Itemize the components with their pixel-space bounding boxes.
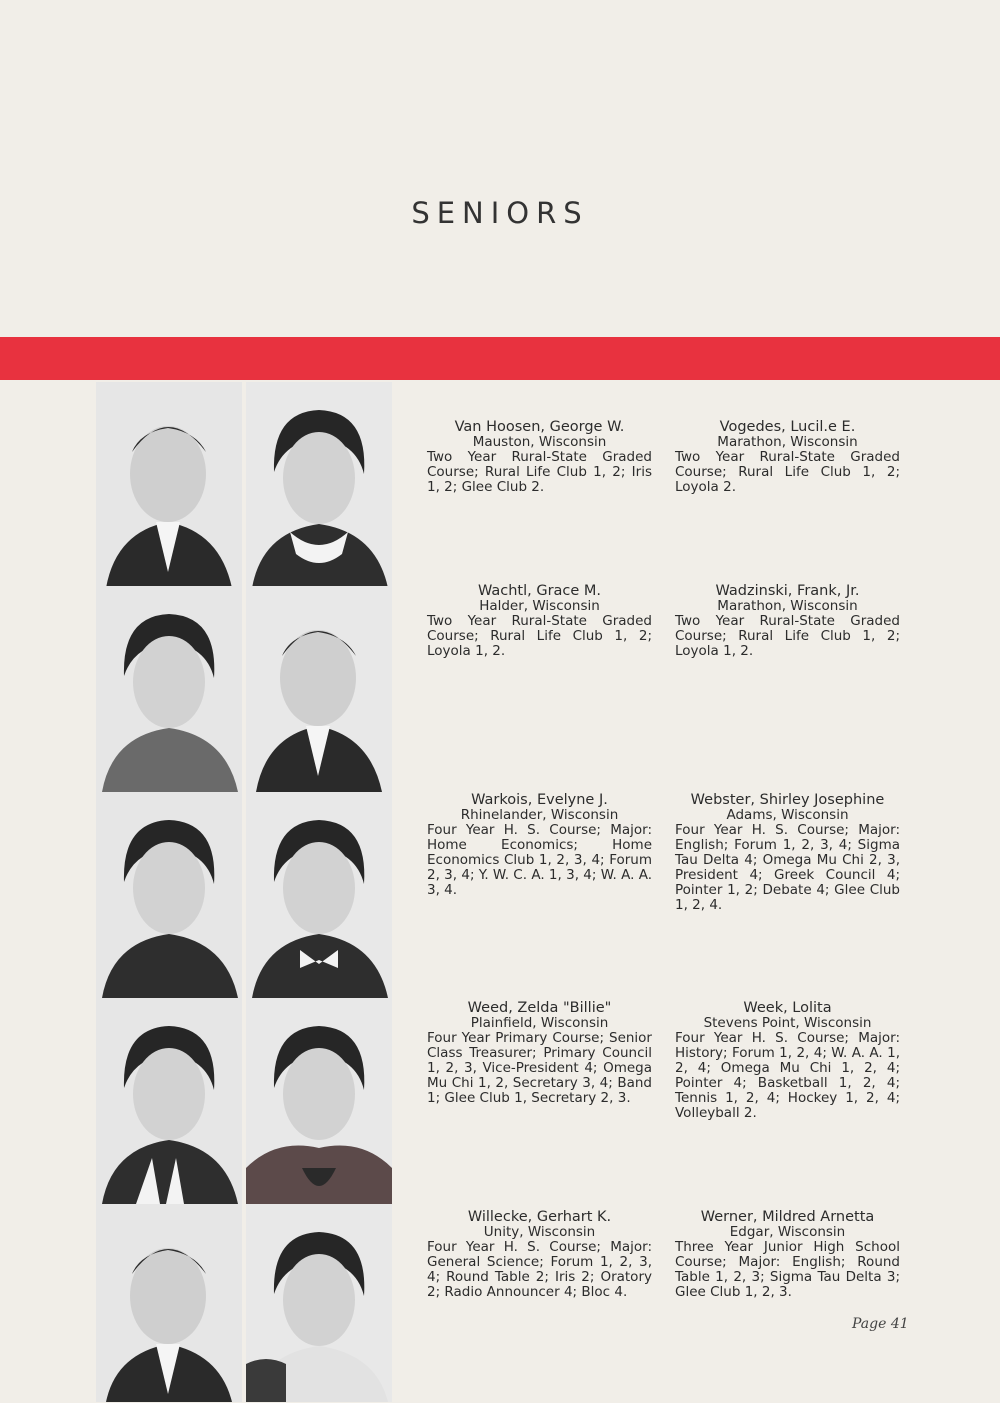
senior-hometown: Marathon, Wisconsin	[717, 598, 858, 614]
portrait-photo-female	[246, 792, 392, 998]
portrait-photo-male	[96, 382, 242, 588]
senior-hometown: Stevens Point, Wisconsin	[703, 1015, 872, 1031]
page-title: SENIORS	[411, 196, 589, 230]
senior-name: Vogedes, Lucil.e E.	[719, 419, 856, 435]
senior-name: Willecke, Gerhart K.	[467, 1209, 612, 1225]
senior-name: Webster, Shirley Josephine	[690, 792, 885, 808]
senior-entry	[675, 1000, 900, 1121]
senior-entry	[675, 583, 900, 659]
senior-activities: Four Year H. S. Course; Major: General Science; Forum 1, 2, 3, 4; Round Table 2; Iris 2; Oratory 2; Radio Announcer 4; Bloc 4.	[427, 1239, 652, 1300]
page-number: Page 41	[852, 1316, 909, 1332]
senior-hometown: Plainfield, Wisconsin	[470, 1015, 609, 1031]
senior-hometown: Halder, Wisconsin	[479, 598, 600, 614]
senior-name: Wadzinski, Frank, Jr.	[715, 583, 860, 599]
portrait-photo-female	[246, 998, 392, 1204]
portrait-photo-female	[96, 586, 242, 792]
portrait-photo-female	[246, 1204, 392, 1402]
senior-hometown: Mauston, Wisconsin	[472, 434, 607, 450]
senior-hometown: Marathon, Wisconsin	[717, 434, 858, 450]
senior-activities: Four Year H. S. Course; Major: English; Forum 1, 2, 3, 4; Sigma Tau Delta 4; Omega Mu Chi 2, 3, President 4; Greek Council 4; Pointer 1, 2; Debate 4; Glee Club 1, 2, 4.	[675, 822, 900, 913]
senior-activities: Two Year Rural-State Graded Course; Rural Life Club 1, 2; Loyola 2.	[675, 449, 900, 495]
senior-activities: Three Year Junior High School Course; Major: English; Round Table 1, 2, 3; Sigma Tau Delta 3; Glee Club 1, 2, 3.	[675, 1239, 900, 1300]
senior-name: Week, Lolita	[743, 1000, 832, 1016]
senior-name: Wachtl, Grace M.	[477, 583, 602, 599]
senior-hometown: Edgar, Wisconsin	[729, 1224, 846, 1240]
red-banner-stripe	[0, 337, 1000, 380]
senior-entry	[675, 1209, 900, 1300]
senior-entry	[427, 583, 652, 659]
senior-activities: Two Year Rural-State Graded Course; Rural Life Club 1, 2; Loyola 1, 2.	[427, 613, 652, 659]
senior-hometown: Adams, Wisconsin	[726, 807, 849, 823]
senior-entry	[675, 419, 900, 495]
portrait-photo-female	[96, 792, 242, 998]
senior-name: Weed, Zelda "Billie"	[467, 1000, 612, 1016]
portrait-photo-male	[96, 1204, 242, 1402]
senior-activities: Four Year H. S. Course; Major: Home Economics; Home Economics Club 1, 2, 3, 4; Forum 2, 3, 4; Y. W. C. A. 1, 3, 4; W. A. A. 3, 4.	[427, 822, 652, 898]
senior-name: Warkois, Evelyne J.	[471, 792, 608, 808]
portrait-photo-female	[96, 998, 242, 1204]
senior-activities: Two Year Rural-State Graded Course; Rural Life Club 1, 2; Loyola 1, 2.	[675, 613, 900, 659]
senior-entry	[427, 1209, 652, 1300]
senior-name: Werner, Mildred Arnetta	[700, 1209, 875, 1225]
senior-activities: Four Year Primary Course; Senior Class Treasurer; Primary Council 1, 2, 3, Vice-President 4; Omega Mu Chi 1, 2, Secretary 3, 4; Band 1; Glee Club 1, Secretary 2, 3.	[427, 1030, 652, 1106]
senior-activities: Two Year Rural-State Graded Course; Rural Life Club 1, 2; Iris 1, 2; Glee Club 2.	[427, 449, 652, 495]
senior-activities: Four Year H. S. Course; Major: History; Forum 1, 2, 4; W. A. A. 1, 2, 4; Omega Mu Chi 1, 2, 4; Pointer 4; Basketball 1, 2, 4; Tennis 1, 2, 4; Hockey 1, 2, 4; Volleyball 2.	[675, 1030, 900, 1121]
senior-entry	[427, 792, 652, 898]
senior-name: Van Hoosen, George W.	[454, 419, 625, 435]
senior-entry	[427, 1000, 652, 1106]
senior-entry	[427, 419, 652, 495]
portrait-photo-female	[246, 382, 392, 588]
portrait-photo-male	[246, 586, 392, 792]
senior-hometown: Unity, Wisconsin	[483, 1224, 596, 1240]
senior-hometown: Rhinelander, Wisconsin	[460, 807, 619, 823]
senior-entry	[675, 792, 900, 913]
